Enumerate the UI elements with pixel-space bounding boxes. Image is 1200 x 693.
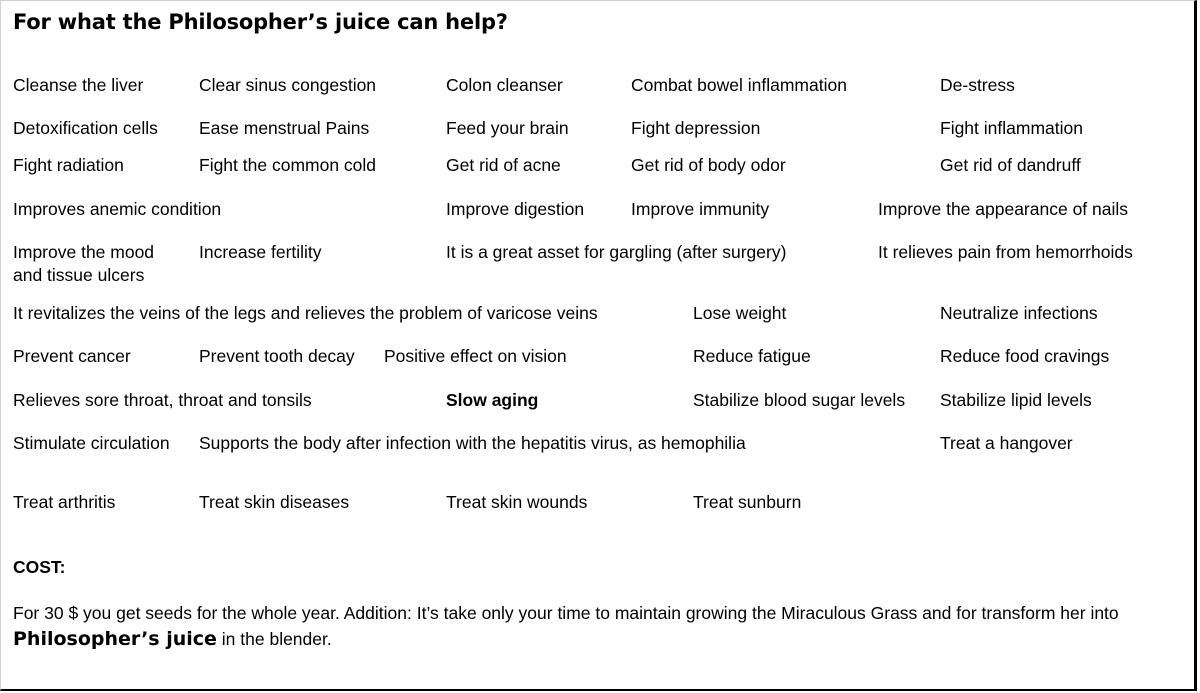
benefit-item: Treat a hangover <box>940 433 1073 453</box>
benefit-item-highlight: Slow aging <box>446 390 539 410</box>
benefit-item: Lose weight <box>693 303 787 323</box>
benefit-item: Get rid of body odor <box>631 155 786 175</box>
benefit-item: Stimulate circulation <box>13 433 170 453</box>
benefit-item: Fight depression <box>631 118 761 138</box>
benefit-item: Supports the body after infection with the hepatitis virus, as hemophilia <box>199 433 746 453</box>
benefit-item: Improves anemic condition <box>13 199 222 219</box>
benefit-item: Improve the appearance of nails <box>878 199 1129 219</box>
benefit-item: Treat skin wounds <box>446 492 588 512</box>
benefit-item: Improve digestion <box>446 199 585 219</box>
benefit-item: Reduce fatigue <box>693 346 811 366</box>
benefit-item: Prevent cancer <box>13 346 131 366</box>
benefit-item: Get rid of acne <box>446 155 561 175</box>
benefit-item: It is a great asset for gargling (after surgery) <box>446 242 787 262</box>
benefit-item: Get rid of dandruff <box>940 155 1081 175</box>
benefit-item: Prevent tooth decay <box>199 346 355 366</box>
cost-paragraph <box>13 600 1188 652</box>
benefit-item: Treat skin diseases <box>199 492 350 512</box>
benefit-item: Colon cleanser <box>446 75 563 95</box>
benefit-item: Improve immunity <box>631 199 770 219</box>
benefit-item: Ease menstrual Pains <box>199 118 370 138</box>
benefit-item: Detoxification cells <box>13 118 158 138</box>
benefit-item: Stabilize lipid levels <box>940 390 1092 410</box>
benefit-item: Combat bowel inflammation <box>631 75 847 95</box>
benefit-item: It relieves pain from hemorrhoids <box>878 242 1133 262</box>
benefit-item: Fight inflammation <box>940 118 1083 138</box>
benefit-item: De-stress <box>940 75 1015 95</box>
benefit-item: Treat sunburn <box>693 492 802 512</box>
benefit-item: Reduce food cravings <box>940 346 1110 366</box>
benefit-item: Clear sinus congestion <box>199 75 377 95</box>
benefit-item: Positive effect on vision <box>384 346 567 366</box>
benefit-item: Neutralize infections <box>940 303 1098 323</box>
page-title: For what the Philosopher’s juice can help? <box>13 10 508 34</box>
cost-emphasis: Philosopher’s juice <box>13 628 217 650</box>
benefit-item: Feed your brain <box>446 118 569 138</box>
benefit-item: Fight radiation <box>13 155 124 175</box>
cost-heading: COST: <box>13 557 66 577</box>
benefit-item: Increase fertility <box>199 242 322 262</box>
benefit-item: Improve the mood and tissue ulcers <box>13 242 155 285</box>
benefit-item: Treat arthritis <box>13 492 116 512</box>
cost-text-before: For 30 $ you get seeds for the whole year. Addition: It’s take only your time to maintain growing the Miraculous Grass and for transform her into <box>13 603 1119 623</box>
benefit-item: Fight the common cold <box>199 155 377 175</box>
benefit-item: It revitalizes the veins of the legs and relieves the problem of varicose veins <box>13 303 598 323</box>
benefit-item: Stabilize blood sugar levels <box>693 390 906 410</box>
cost-text-after: in the blender. <box>216 629 332 649</box>
benefit-item: Relieves sore throat, throat and tonsils <box>13 390 312 410</box>
benefit-item: Cleanse the liver <box>13 75 144 95</box>
